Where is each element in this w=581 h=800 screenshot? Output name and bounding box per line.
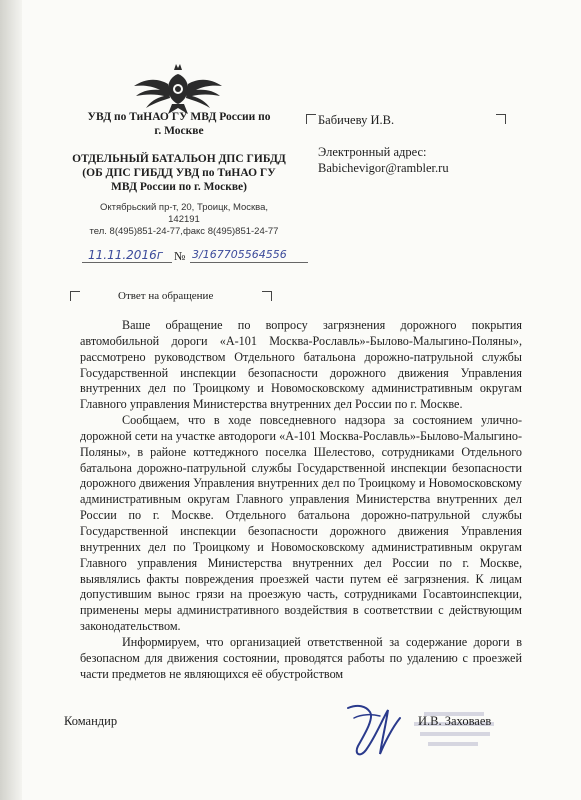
subject-corner-left	[70, 291, 80, 301]
number-underline	[190, 262, 308, 263]
address-line-2: 142191	[168, 214, 200, 225]
signatory-position: Командир	[64, 714, 118, 728]
signatory-name: И.В. Заховаев	[418, 714, 492, 728]
org-line-2: г. Москве	[154, 125, 204, 137]
address-line-1: Октябрьский пр-т, 20, Троицк, Москва,	[99, 202, 269, 213]
org-line-1: УВД по ТиНАО ГУ МВД России по	[87, 111, 271, 123]
body-paragraph-2: Сообщаем, что в ходе повседневного надзора за состоянием улично-дорожной сети на участке автодороги «А-101 Москва-Рославль»-Былово-Малыгино-Поляны», в районе коттеджного поселка Шелестово, сотрудниками Отдельного батальона дорожно-патрульной службы Государственной инспекции безопасности дорожного движения Управления внутренних дел по Троицкому и Новомосковскому административным округам Главного управления Министерства внутренних дел России по г. Москве. Отдельного батальона дорожно-патрульной службы Государственной инспекции безопасности дорожного движения Управления внутренних дел по Троицкому и Новомосковскому административным округам Главного управления Министерства внутренних дел России по г. Москве, выявлялись факты повреждения проезжей части путем её загрязнения. К лицам допустившим вынос грязи на проезжую часть, сотрудниками Госавтоинспекции, применены меры административного воздействия в соответствии с действующим законодательством.	[80, 413, 522, 634]
scan-edge-shadow	[0, 0, 22, 800]
email-label: Электронный адрес:	[318, 145, 427, 159]
unit-line-1: ОТДЕЛЬНЫЙ БАТАЛЬОН ДПС ГИБДД	[72, 153, 286, 165]
letter-body	[80, 318, 522, 682]
recipient-corner-left	[306, 114, 316, 124]
subject-corner-right	[262, 291, 272, 301]
body-paragraph-1: Ваше обращение по вопросу загрязнения дорожного покрытия автомобильной дороги «А-101 Москва-Рославль»-Былово-Малыгино-Поляны», рассмотрено руководством Отдельного батальона дорожно-патрульной службы Государственной инспекции безопасности дорожного движения Управления внутренних дел по Троицкому и Новомосковскому административным округам Главного управления Министерства внутренних дел России по г. Москве.	[80, 318, 522, 412]
handwritten-date: 11.11.2016г	[88, 248, 164, 262]
recipient-name: Бабичеву И.В.	[318, 113, 395, 127]
handwritten-number: 3/167705564556	[192, 248, 287, 261]
number-symbol: №	[174, 249, 186, 263]
recipient-corner-right	[496, 114, 506, 124]
unit-line-3: МВД России по г. Москве)	[111, 181, 247, 193]
mvd-eagle-emblem-icon	[128, 56, 228, 116]
date-underline	[82, 262, 172, 263]
handwritten-signature	[336, 688, 416, 768]
phone-line: тел. 8(495)851-24-77,факс 8(495)851-24-77	[89, 226, 279, 237]
recipient-email: Babichevigor@rambler.ru	[318, 161, 449, 175]
unit-line-2: (ОБ ДПС ГИБДД УВД по ТиНАО ГУ	[82, 167, 276, 179]
subject-line: Ответ на обращение	[118, 290, 214, 302]
date-number-line	[82, 246, 312, 268]
body-paragraph-3: Информируем, что организацией ответственной за содержание дороги в безопасном для движения состоянии, проводятся работы по удалению с проезжей части предметов не являющихся её обустройством	[80, 634, 522, 681]
